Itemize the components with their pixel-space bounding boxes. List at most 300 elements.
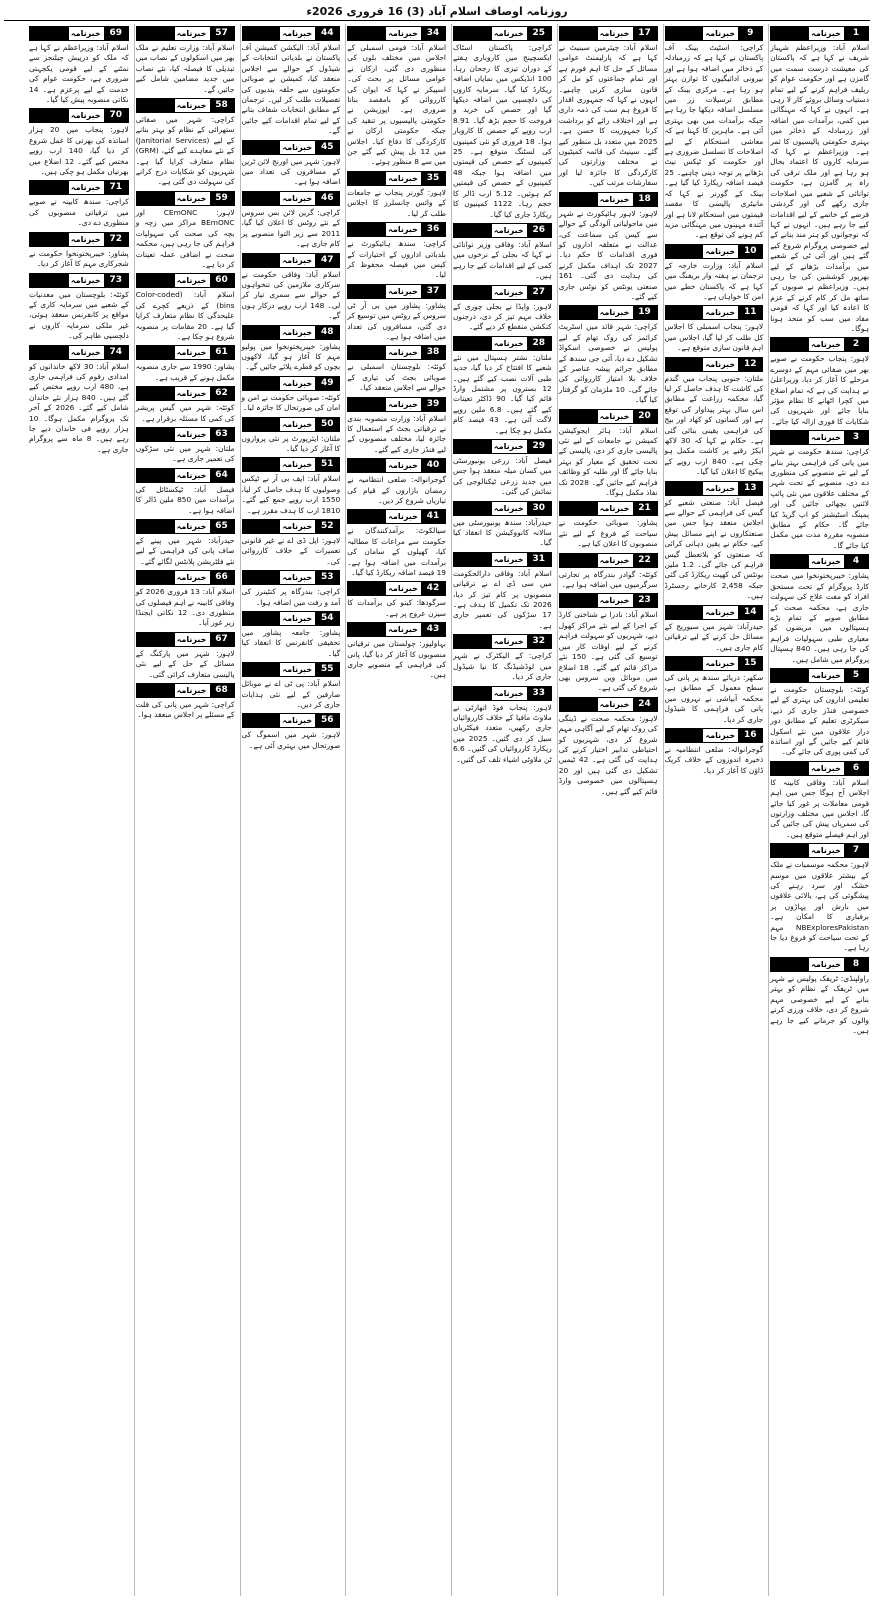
section-label: خبرنامہ — [69, 346, 103, 359]
header-bar — [454, 553, 492, 566]
header-bar — [348, 459, 386, 472]
item-number: 20 — [632, 410, 657, 423]
news-item-header — [347, 222, 446, 237]
news-item-header — [242, 662, 341, 677]
news-item-header — [242, 26, 341, 41]
news-item-text: پشاور: خیبرپختونخوا میں پولیو مہم کا آغاز ہو گیا، لاکھوں بچوں کو قطرے پلائے جائیں گے۔ — [241, 341, 341, 372]
news-item-header — [770, 337, 869, 352]
item-number: 11 — [737, 306, 762, 319]
item-number: 65 — [209, 520, 234, 533]
section-label: خبرنامہ — [280, 141, 314, 154]
news-item-header — [242, 457, 341, 472]
section-label: خبرنامہ — [492, 337, 526, 350]
news-item-text: پشاور: خیبرپختونخوا میں صحت کارڈ پروگرام کے تحت مستحق افراد کو مفت علاج کی سہولت جاری ہے، محکمہ صحت کے مطابق صوبے کے تمام بڑے ہسپتالوں میں مریضوں کو معیاری طبی سہولیات فراہم کی جا رہی ہیں۔ 840 ہسپتال پروگرام میں شامل ہیں۔ — [770, 571, 869, 664]
news-item-header — [453, 26, 552, 41]
section-label: خبرنامہ — [492, 687, 526, 700]
news-item-text: اسلام آباد: قومی اسمبلی کے اجلاس میں مختلف بلوں کی منظوری دی گئی، ارکان نے عوامی مسائل پر بحث کی۔ اسپیکر نے کہا کہ ایوان کی کارروائی کو بامقصد بنانا ضروری ہے۔ اپوزیشن نے حکومتی پالیسیوں پر تنقید کی جبکہ حکومتی ارکان نے کارکردگی کا دفاع کیا۔ اجلاس میں 12 بل پیش کیے گئے جن میں سے 8 منظور ہوئے۔ — [347, 43, 446, 167]
news-item-header — [242, 253, 341, 268]
item-number: 68 — [209, 684, 234, 697]
news-item-text: ملتان: شہر میں نئی سڑکوں کی تعمیر جاری ہے۔ — [135, 443, 235, 464]
news-item-text: کراچی: بندرگاہ پر کنٹینرز کی آمد و رفت میں اضافہ ہوا۔ — [241, 587, 341, 607]
header-bar — [771, 669, 809, 682]
news-item-text: بہاولپور: چولستان میں ترقیاتی منصوبوں کا آغاز کر دیا گیا، پانی کی فراہمی کے منصوبے جاری ہیں۔ — [347, 639, 446, 680]
header-bar — [454, 337, 492, 350]
news-item — [242, 662, 341, 710]
news-item-header — [242, 325, 341, 340]
news-item-header — [136, 191, 235, 206]
news-item — [136, 26, 235, 95]
header-bar — [666, 306, 704, 319]
section-label: خبرنامہ — [598, 698, 632, 711]
header-bar — [137, 192, 175, 205]
header-bar — [243, 27, 281, 40]
item-number: 8 — [843, 958, 868, 971]
header-bar — [137, 520, 175, 533]
header-bar — [454, 286, 492, 299]
item-number: 58 — [209, 99, 234, 112]
news-item — [242, 519, 341, 567]
news-item-header — [770, 26, 869, 41]
item-number: 66 — [209, 571, 234, 584]
news-item-header — [559, 553, 658, 568]
news-item-header — [242, 519, 341, 534]
news-item-text: لاہور: محکمہ موسمیات نے ملک کے بیشتر علاقوں میں موسم خشک اور سرد رہنے کی پیشگوئی کی ہے، بالائی علاقوں میں بارش اور پہاڑوں پر برفباری کا امکان ہے۔ NBExploresPakistan مہم کے تحت سیاحت کو فروغ دیا جا رہا ہے۔ — [770, 860, 869, 953]
header-bar — [454, 687, 492, 700]
news-item-header — [559, 593, 658, 608]
news-item-header — [559, 192, 658, 207]
news-item-header — [770, 761, 869, 776]
news-item — [770, 26, 869, 334]
news-item — [453, 285, 552, 333]
news-item-text: اسلام آباد: ایف بی آر نے ٹیکس وصولیوں کا ہدف حاصل کر لیا، 1550 ارب روپے جمع کیے گئے۔ 1810 ارب کا ہدف مقرر ہے۔ — [241, 474, 341, 515]
section-label: خبرنامہ — [386, 459, 420, 472]
news-item-text: لاہور: لاہور ہائیکورٹ نے شہر میں ماحولیاتی آلودگی کے حوالے سے کیس کی سماعت کی، عدالت نے متعلقہ اداروں کو فوری اقدامات کا حکم دیا۔ 2027 تک اہداف مکمل کرنے کی ہدایت دی گئی۔ 161 صنعتی یونٹس کو نوٹس جاری کیے گئے۔ — [558, 208, 658, 301]
news-item — [242, 26, 341, 137]
news-item — [665, 244, 764, 303]
news-item-header — [770, 668, 869, 683]
news-item-header — [453, 285, 552, 300]
header-bar — [137, 633, 175, 646]
news-item-header — [665, 481, 764, 496]
news-item-text: کراچی: سندھ حکومت نے شہر میں پانی کی فراہمی بہتر بنانے کے لیے نئے منصوبے کی منظوری دے دی، منصوبے کے تحت شہر کے مختلف علاقوں میں نئی پائپ لائنیں بچھائی جائیں گی اور پمپنگ اسٹیشنز کو اپ گریڈ کیا جائے گا۔ حکام کے مطابق منصوبہ مقررہ مدت میں مکمل کیا جائے گا۔ — [770, 447, 869, 550]
item-number: 1 — [843, 27, 868, 40]
news-item-text: لاہور: شہر میں پارکنگ کے مسائل کے حل کے لیے نئی پالیسی متعارف کرائی گئی۔ — [135, 648, 235, 679]
section-label: خبرنامہ — [703, 27, 737, 40]
header-bar — [243, 141, 281, 154]
item-number: 69 — [103, 27, 128, 40]
item-number: 62 — [209, 387, 234, 400]
header-bar — [348, 223, 386, 236]
item-number: 45 — [314, 141, 339, 154]
news-item-header — [242, 140, 341, 155]
news-item-text: لاہور: شہر میں اورنج لائن ٹرین کے مسافروں کی تعداد میں اضافہ ہوا ہے۔ — [241, 156, 341, 187]
section-label: خبرنامہ — [809, 27, 843, 40]
news-item — [665, 481, 764, 602]
section-label: خبرنامہ — [175, 192, 209, 205]
news-item-header — [136, 468, 235, 483]
news-item — [347, 622, 446, 681]
news-item — [136, 570, 235, 629]
section-label: خبرنامہ — [703, 606, 737, 619]
header-bar — [243, 520, 281, 533]
news-item — [136, 683, 235, 721]
news-item-header — [559, 305, 658, 320]
item-number: 56 — [314, 714, 339, 727]
item-number: 15 — [737, 657, 762, 670]
header-bar — [454, 502, 492, 515]
news-item — [136, 468, 235, 516]
section-label: خبرنامہ — [280, 520, 314, 533]
section-label: خبرنامہ — [175, 633, 209, 646]
header-bar — [560, 27, 598, 40]
section-label: خبرنامہ — [492, 440, 526, 453]
item-number: 42 — [420, 582, 445, 595]
news-item-text: حیدرآباد: شہر میں سیوریج کے مسائل حل کرنے کے لیے ترقیاتی کام جاری ہیں۔ — [664, 621, 764, 652]
news-item-header — [559, 26, 658, 41]
header-bar — [243, 418, 281, 431]
section-label: خبرنامہ — [280, 571, 314, 584]
section-label: خبرنامہ — [386, 172, 420, 185]
news-item-header — [29, 108, 129, 123]
news-item-text: اسلام آباد: وفاقی وزیر توانائی نے کہا کہ بجلی کے نرخوں میں کمی کے لیے اقدامات کیے جا رہے ہیں۔ — [453, 239, 552, 281]
news-item-text: حیدرآباد: شہر میں پینے کے صاف پانی کی فراہمی کے لیے نئے فلٹریشن پلانٹس لگائے گئے۔ — [135, 536, 235, 566]
news-item — [559, 593, 658, 693]
item-number: 57 — [209, 27, 234, 40]
news-item-text: کراچی: پاکستان اسٹاک ایکسچینج میں کاروباری ہفتے کے دوران تیزی کا رجحان رہا، 100 انڈیکس میں نمایاں اضافہ ریکارڈ کیا گیا۔ سرمایہ کاروں کی دلچسپی میں اضافہ دیکھا گیا اور حصص کی خرید و فروخت کا حجم بڑھ گیا۔ 8.91 ارب روپے کے حصص کا کاروبار ہوا۔ 18 فروری کو نئی کمپنیوں کی لسٹنگ متوقع ہے۔ 25 کمپنیوں کے حصص کی قیمتوں میں اضافہ ہوا جبکہ 48 کمپنیوں کے حصص کی قیمتیں کم ہوئیں۔ 5.12 ارب ڈالر کا حجم رہا۔ 1122 کمپنیوں کا ریکارڈ جاری کیا گیا۔ — [453, 43, 552, 219]
item-number: 61 — [209, 346, 234, 359]
item-number: 16 — [737, 729, 762, 742]
news-item-text: پشاور: پشاور میں بی آر ٹی سروس کے روٹس میں توسیع کر دی گئی، مسافروں کی تعداد میں اضافہ ہوا ہے۔ — [347, 300, 446, 341]
news-item-header — [347, 458, 446, 473]
section-label: خبرنامہ — [69, 233, 103, 246]
news-item-text: اسلام آباد: وفاقی دارالحکومت میں سی ڈی اے نے ترقیاتی منصوبوں پر کام تیز کر دیا، 2026 تک تکمیل کا ہدف ہے۔ 17 سڑکوں کی تعمیر جاری ہے۔ — [453, 568, 552, 630]
news-item-text: اسلام آباد: پی ٹی اے نے موبائل صارفین کے لیے نئی ہدایات جاری کر دیں۔ — [241, 679, 341, 710]
news-item-header — [665, 357, 764, 372]
news-item — [347, 26, 446, 168]
section-label: خبرنامہ — [386, 285, 420, 298]
news-item — [559, 553, 658, 591]
news-item-header — [665, 656, 764, 671]
header-bar — [137, 684, 175, 697]
item-number: 60 — [209, 274, 234, 287]
news-item-text: کوئٹہ: بلوچستان حکومت نے تعلیمی اداروں کی بہتری کے لیے خصوصی فنڈز جاری کر دیے، سیکرٹری تعلیم کے مطابق دور دراز علاقوں میں نئے اسکول قائم کیے جائیں گے اور اساتذہ کی کمی پوری کی جائے گی۔ — [770, 684, 869, 757]
news-item — [453, 634, 552, 682]
news-item-text: پشاور: 1990 سے جاری منصوبہ مکمل ہونے کے قریب ہے۔ — [135, 362, 235, 382]
news-item — [347, 171, 446, 219]
news-item-text: اسلام آباد: چیئرمین سینیٹ نے کہا ہے کہ پارلیمنٹ عوامی مسائل کے حل کا اہم فورم ہے اور تمام جماعتوں کو مل کر قانون سازی کرنی چاہیے۔ انہوں نے کہا کہ جمہوری اقدار کا فروغ ہم سب کی ذمہ داری ہے اور اختلاف رائے کو برداشت کرنا جمہوریت کا حسن ہے۔ 2025 میں متعدد بل منظور کیے گئے۔ سینیٹ کی قائمہ کمیٹیوں نے مختلف وزارتوں کی کارکردگی کا جائزہ لیا اور سفارشات مرتب کیں۔ — [558, 43, 658, 188]
news-item-header — [242, 611, 341, 626]
news-item — [453, 439, 552, 498]
news-item-text: اسلام آباد: وفاقی حکومت نے سرکاری ملازمین کی تنخواہوں کے حوالے سے سمری تیار کر لی۔ 148 ارب روپے درکار ہوں گے۔ — [241, 269, 341, 321]
section-label: خبرنامہ — [175, 684, 209, 697]
columns-container — [4, 24, 870, 1596]
section-label: خبرنامہ — [809, 669, 843, 682]
header-bar — [666, 245, 704, 258]
item-number: 33 — [526, 687, 551, 700]
news-item-header — [29, 273, 129, 288]
item-number: 29 — [526, 440, 551, 453]
header-bar — [666, 482, 704, 495]
item-number: 6 — [843, 762, 868, 775]
item-number: 9 — [737, 27, 762, 40]
item-number: 19 — [632, 306, 657, 319]
item-number: 25 — [526, 27, 551, 40]
header-bar — [771, 338, 809, 351]
section-label: خبرنامہ — [703, 358, 737, 371]
news-item — [136, 519, 235, 567]
news-item — [559, 192, 658, 303]
news-item-header — [453, 439, 552, 454]
news-item — [242, 376, 341, 414]
news-item-text: اسلام آباد: وزیراعظم شہباز شریف نے کہا ہے کہ پاکستان کی معیشت درست سمت میں گامزن ہے اور حکومت عوام کو ریلیف فراہم کرنے کے لیے تمام دستیاب وسائل بروئے کار لا رہی ہے۔ انہوں نے کہا کہ مہنگائی میں کمی، برآمدات میں اضافہ اور زرمبادلہ کے ذخائر میں بہتری حکومتی پالیسیوں کا ثمر ہے۔ وزیراعظم نے کہا کہ سرمایہ کاروں کا اعتماد بحال ہو رہا ہے اور ملک ترقی کی راہ پر گامزن ہے، حکومت توانائی کے شعبے میں اصلاحات جاری رکھے گی اور گردشی قرضے کے خاتمے کے لیے اقدامات کیے جا رہے ہیں۔ انہوں نے کہا کہ نوجوانوں کو ہنر مند بنانے کے لیے خصوصی پروگرام شروع کیے گئے ہیں اور آئی ٹی کے شعبے میں برآمدات بڑھانے کے لیے بھرپور کوششیں کی جا رہی ہیں۔ وزیراعظم نے صوبوں کے ساتھ مل کر کام کرنے کے عزم کا اعادہ کیا اور کہا کہ قومی مفاد میں سب کو متحد ہونا ہوگا۔ — [770, 43, 869, 333]
news-item — [242, 611, 341, 659]
item-number: 55 — [314, 663, 339, 676]
header-bar — [348, 623, 386, 636]
section-label: خبرنامہ — [492, 502, 526, 515]
section-label: خبرنامہ — [703, 729, 737, 742]
item-number: 3 — [843, 431, 868, 444]
item-number: 54 — [314, 612, 339, 625]
news-item-header — [559, 409, 658, 424]
news-item-header — [770, 957, 869, 972]
section-label: خبرنامہ — [598, 502, 632, 515]
item-number: 5 — [843, 669, 868, 682]
header-bar — [137, 387, 175, 400]
item-number: 72 — [103, 233, 128, 246]
news-item-header — [770, 554, 869, 569]
item-number: 13 — [737, 482, 762, 495]
item-number: 64 — [209, 469, 234, 482]
news-item-header — [770, 430, 869, 445]
item-number: 14 — [737, 606, 762, 619]
news-item-header — [453, 336, 552, 351]
section-label: خبرنامہ — [175, 428, 209, 441]
news-item — [770, 843, 869, 954]
news-item — [136, 427, 235, 465]
item-number: 31 — [526, 553, 551, 566]
news-item — [29, 232, 129, 270]
news-item-header — [453, 552, 552, 567]
news-item — [242, 457, 341, 516]
news-item-header — [242, 570, 341, 585]
news-item-text: لاہور: ایل ڈی اے نے غیر قانونی تعمیرات کے خلاف کارروائی کی۔ — [241, 536, 341, 566]
section-label: خبرنامہ — [386, 582, 420, 595]
section-label: خبرنامہ — [69, 109, 103, 122]
section-label: خبرنامہ — [386, 27, 420, 40]
header-bar — [243, 192, 281, 205]
news-item-text: لاہور: گورنر پنجاب نے جامعات کے وائس چانسلرز کا اجلاس طلب کر لیا۔ — [347, 187, 446, 218]
header-bar — [243, 612, 281, 625]
item-number: 51 — [314, 458, 339, 471]
news-item-text: کوئٹہ: بلوچستان اسمبلی نے صوبائی بجٹ کی تیاری کے حوالے سے اجلاس منعقد کیا۔ — [347, 362, 446, 393]
news-item — [136, 632, 235, 680]
news-item-text: کراچی: گرین لائن بس سروس کے نئے روٹس کا اعلان کیا گیا، 2011 سے زیر التوا منصوبے پر کام جاری ہے۔ — [241, 207, 341, 249]
section-label: خبرنامہ — [386, 223, 420, 236]
news-item — [347, 284, 446, 343]
header-bar — [454, 440, 492, 453]
news-item-text: اسلام آباد: وزارت تعلیم نے ملک بھر میں اسکولوں کے نصاب میں تبدیلی کا فیصلہ کیا، نئے نصاب میں جدید مضامین شامل کیے جائیں گے۔ — [135, 43, 235, 94]
header-bar — [771, 958, 809, 971]
section-label: خبرنامہ — [598, 306, 632, 319]
news-item-text: لاہور: پنجاب اسمبلی کا اجلاس کل طلب کر لیا گیا، اجلاس میں اہم قانون سازی متوقع ہے۔ — [664, 322, 764, 353]
news-item — [29, 345, 129, 456]
news-item-text: اسلام آباد: وزارت خارجہ کے ترجمان نے ہفتہ وار بریفنگ میں کہا ہے کہ پاکستان خطے میں امن کا خواہاں ہے۔ — [664, 260, 764, 301]
news-item-header — [347, 345, 446, 360]
header-bar — [560, 698, 598, 711]
section-label: خبرنامہ — [280, 612, 314, 625]
news-item — [136, 191, 235, 270]
news-column — [345, 24, 447, 1596]
section-label: خبرنامہ — [809, 958, 843, 971]
item-number: 18 — [632, 193, 657, 206]
news-item-header — [29, 232, 129, 247]
item-number: 73 — [103, 274, 128, 287]
section-label: خبرنامہ — [809, 844, 843, 857]
news-item — [29, 26, 129, 105]
section-label: خبرنامہ — [386, 510, 420, 523]
news-item-text: ملتان: ایئرپورٹ پر نئی پروازوں کا آغاز کر دیا گیا۔ — [241, 433, 341, 453]
item-number: 59 — [209, 192, 234, 205]
header-bar — [30, 181, 69, 194]
news-item — [453, 336, 552, 436]
header-bar — [30, 109, 69, 122]
header-bar — [666, 729, 704, 742]
header-bar — [30, 233, 69, 246]
news-item — [29, 273, 129, 342]
news-item — [347, 397, 446, 456]
news-item-text: اسلام آباد: (Color-coded bins) کے ذریعے کچرے کی علیحدگی کا نظام متعارف کرایا گیا ہے۔ 20 مقامات پر منصوبہ شروع ہو چکا ہے۔ — [135, 290, 235, 341]
header-bar — [243, 663, 281, 676]
news-item-text: اسلام آباد: 13 فروری 2026 کو وفاقی کابینہ نے اہم فیصلوں کی منظوری دی۔ 12 نکاتی ایجنڈا زیر غور آیا۔ — [135, 587, 235, 628]
item-number: 48 — [314, 326, 339, 339]
section-label: خبرنامہ — [175, 27, 209, 40]
news-item — [453, 223, 552, 282]
news-item-text: کراچی: شہر میں پانی کی قلت کے مسئلے پر اجلاس منعقد ہوا۔ — [135, 700, 235, 720]
news-item — [242, 253, 341, 322]
item-number: 39 — [420, 398, 445, 411]
section-label: خبرنامہ — [598, 554, 632, 567]
section-label: خبرنامہ — [69, 27, 103, 40]
item-number: 50 — [314, 418, 339, 431]
news-item — [665, 357, 764, 478]
header-bar — [243, 377, 281, 390]
section-label: خبرنامہ — [386, 623, 420, 636]
header-bar — [348, 172, 386, 185]
section-label: خبرنامہ — [809, 762, 843, 775]
header-bar — [137, 99, 175, 112]
news-item-text: فیصل آباد: زرعی یونیورسٹی میں کسان میلہ منعقد ہوا جس میں جدید زرعی ٹیکنالوجی کی نمائش کی گئی۔ — [453, 456, 552, 497]
header-bar — [666, 358, 704, 371]
section-label: خبرنامہ — [809, 338, 843, 351]
news-item-header — [136, 570, 235, 585]
news-item-text: گوجرانوالہ: ضلعی انتظامیہ نے رمضان بازاروں کے قیام کی تیاریاں شروع کر دیں۔ — [347, 475, 446, 505]
section-label: خبرنامہ — [703, 657, 737, 670]
news-item-text: لاہور: پنجاب فوڈ اتھارٹی نے ملاوٹ مافیا کے خلاف کارروائیاں جاری رکھیں، متعدد فیکٹریاں سیل کر دی گئیں۔ 2025 میں ریکارڈ کارروائیاں کی گئیں۔ 6.6 ٹن ملاوٹی اشیاء تلف کی گئیں۔ — [453, 702, 552, 764]
news-item-text: لاہور: محکمہ صحت نے ڈینگی کی روک تھام کے لیے آگاہی مہم شروع کر دی، شہریوں کو احتیاطی تدابیر اختیار کرنے کی ہدایت کی گئی ہے۔ 42 ٹیمیں تشکیل دی گئی ہیں اور 20 ہسپتالوں میں خصوصی وارڈ قائم کیے گئے ہیں۔ — [558, 713, 658, 796]
news-item-text: اسلام آباد: نادرا نے شناختی کارڈ کے اجرا کے لیے نئے مراکز کھول دیے، شہریوں کو سہولت فراہم کرنے کے لیے اوقات کار میں توسیع کی گئی ہے۔ 150 نئے مراکز قائم کیے گئے۔ 18 اضلاع میں موبائل وین سروس بھی شروع کی گئی ہے۔ — [558, 610, 658, 693]
section-label: خبرنامہ — [280, 254, 314, 267]
section-label: خبرنامہ — [280, 458, 314, 471]
item-number: 74 — [103, 346, 128, 359]
section-label: خبرنامہ — [175, 571, 209, 584]
header-bar — [137, 274, 175, 287]
news-item — [29, 180, 129, 228]
section-label: خبرنامہ — [280, 326, 314, 339]
section-label: خبرنامہ — [280, 418, 314, 431]
news-item — [770, 761, 869, 840]
item-number: 52 — [314, 520, 339, 533]
header-bar — [348, 398, 386, 411]
header-bar — [30, 274, 69, 287]
header-bar — [348, 582, 386, 595]
section-label: خبرنامہ — [492, 553, 526, 566]
item-number: 24 — [632, 698, 657, 711]
news-item — [347, 222, 446, 281]
news-item-text: فیصل آباد: ٹیکسٹائل کی برآمدات میں 850 ملین ڈالر کا اضافہ ہوا ہے۔ — [135, 484, 235, 515]
item-number: 63 — [209, 428, 234, 441]
item-number: 32 — [526, 635, 551, 648]
item-number: 2 — [843, 338, 868, 351]
item-number: 28 — [526, 337, 551, 350]
news-item — [242, 325, 341, 373]
news-item-text: سکھر: دریائے سندھ پر پانی کی سطح معمول کے مطابق ہے، محکمہ آبپاشی نے نہروں میں پانی کی فراہمی کا شیڈول جاری کر دیا۔ — [664, 672, 764, 724]
news-item — [347, 581, 446, 619]
item-number: 41 — [420, 510, 445, 523]
news-item-header — [347, 26, 446, 41]
item-number: 23 — [632, 594, 657, 607]
header-bar — [30, 346, 69, 359]
section-label: خبرنامہ — [492, 286, 526, 299]
header-bar — [454, 635, 492, 648]
section-label: خبرنامہ — [809, 555, 843, 568]
item-number: 30 — [526, 502, 551, 515]
header-bar — [560, 502, 598, 515]
news-item-header — [242, 417, 341, 432]
section-label: خبرنامہ — [280, 377, 314, 390]
news-item — [770, 430, 869, 551]
section-label: خبرنامہ — [386, 398, 420, 411]
news-column — [28, 24, 130, 1596]
news-item-header — [347, 284, 446, 299]
news-item-text: اسلام آباد: الیکشن کمیشن آف پاکستان نے بلدیاتی انتخابات کے شیڈول کے حوالے سے اجلاس منعقد کیا، کمیشن نے صوبائی حکومتوں سے حلقہ بندیوں کی تفصیلات طلب کر لیں۔ ترجمان کے مطابق انتخابات شفاف بنانے کے لیے تمام اقدامات کیے جائیں گے۔ — [241, 43, 341, 136]
masthead: روزنامہ اوصاف اسلام آباد (3) 16 فروری 2026ء — [4, 4, 870, 21]
item-number: 26 — [526, 224, 551, 237]
news-item — [29, 108, 129, 177]
item-number: 4 — [843, 555, 868, 568]
news-item-header — [347, 397, 446, 412]
section-label: خبرنامہ — [175, 346, 209, 359]
section-label: خبرنامہ — [175, 274, 209, 287]
item-number: 53 — [314, 571, 339, 584]
news-item-header — [136, 632, 235, 647]
item-number: 27 — [526, 286, 551, 299]
section-label: خبرنامہ — [175, 520, 209, 533]
news-column — [768, 24, 870, 1596]
news-item-header — [136, 386, 235, 401]
header-bar — [560, 594, 598, 607]
news-column — [451, 24, 553, 1596]
news-item — [665, 728, 764, 776]
news-item — [559, 501, 658, 549]
news-item-text: سیالکوٹ: برآمدکنندگان نے حکومت سے مراعات کا مطالبہ کیا، کھیلوں کے سامان کی برآمدات میں اضافہ ہوا ہے۔ 19 فیصد اضافہ ریکارڈ کیا گیا۔ — [347, 526, 446, 578]
item-number: 17 — [632, 27, 657, 40]
news-item-text: کراچی: شہر قائد میں اسٹریٹ کرائمز کی روک تھام کے لیے پولیس نے خصوصی اسکواڈ تشکیل دے دیا، آئی جی سندھ کے مطابق جرائم پیشہ عناصر کے خلاف بلا امتیاز کارروائی کی جائے گی۔ 10 ملزمان کو گرفتار کیا گیا۔ — [558, 322, 658, 405]
news-item-header — [29, 345, 129, 360]
section-label: خبرنامہ — [69, 274, 103, 287]
news-item-header — [347, 581, 446, 596]
news-item — [453, 686, 552, 765]
news-item — [665, 605, 764, 653]
